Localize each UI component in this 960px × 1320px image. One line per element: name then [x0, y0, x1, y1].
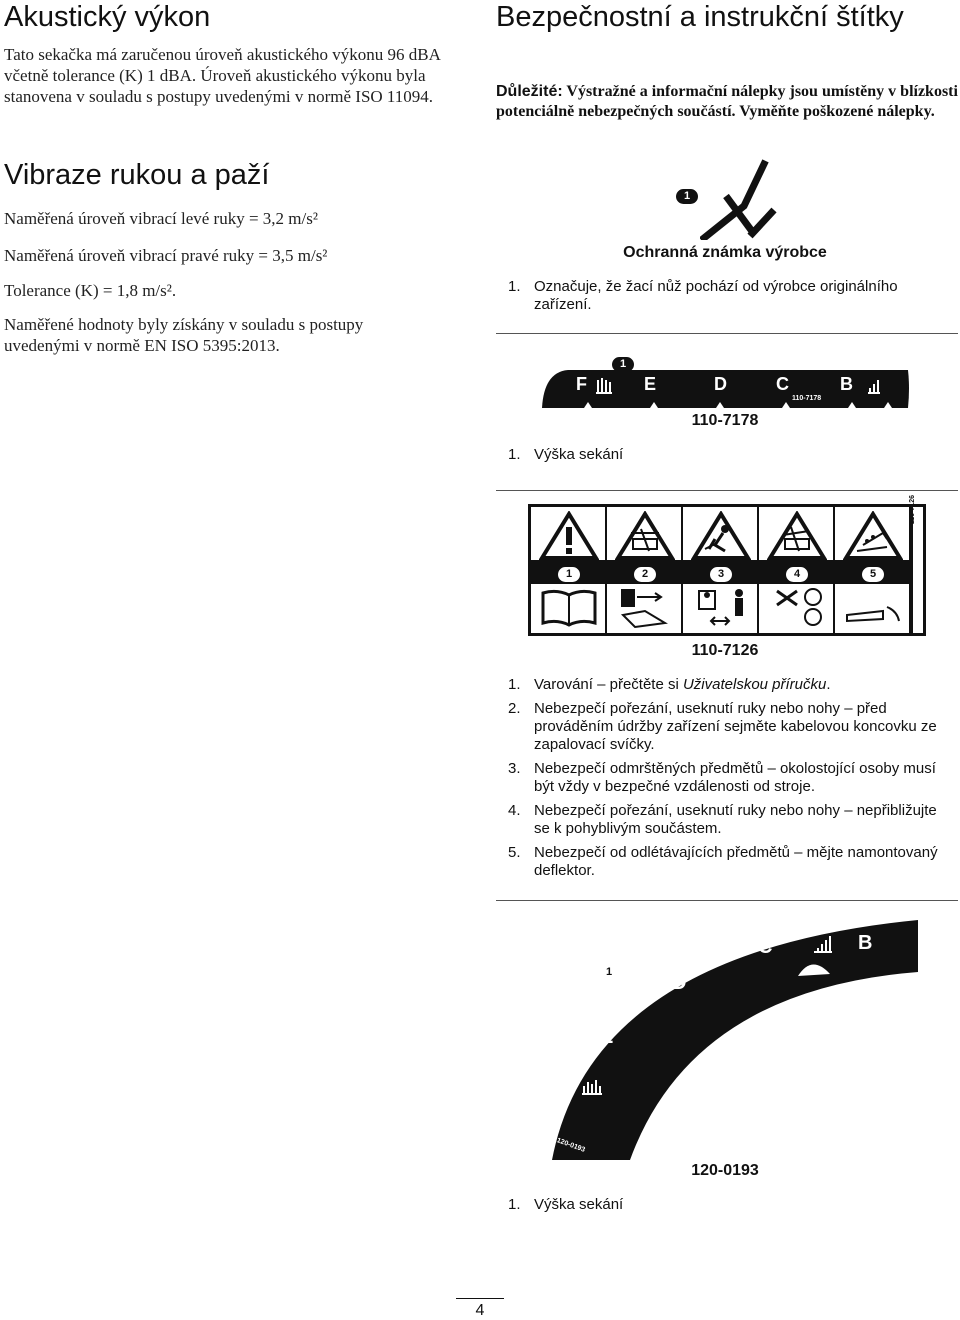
thrown-objects-triangle-icon [691, 511, 751, 561]
letter-f: F [576, 374, 587, 394]
list-item: 1. Označuje, že žací nůž pochází od výrobce originálního zařízení. [508, 278, 898, 313]
footer-rule [456, 1298, 504, 1299]
list-item: 1. Výška sekání [508, 1196, 624, 1213]
list-item: 2. Nebezpečí pořezání, useknutí ruky nebo nohy – před prováděním údržby zařízení sejměte kabelovou koncovku ze zapalovací svíčky. [508, 700, 937, 753]
list-item: 3. Nebezpečí odmrštěných předmětů – okolostojící osoby musí být vždy v bezpečné vzdálenosti od stroje. [508, 760, 936, 795]
safety-decal-7126 [528, 495, 926, 636]
moving-parts-rotation-icon [767, 585, 829, 629]
disconnect-spark-plug-icon [615, 585, 677, 629]
decal-7178-caption: 110-7178 [691, 412, 759, 429]
panel-number-1: 1 [531, 564, 607, 582]
decal-0193-caption: 120-0193 [691, 1162, 759, 1179]
deflector-icon [843, 585, 905, 629]
tolerance-text: Tolerance (K) = 1,8 m/s². [4, 281, 177, 300]
important-note [496, 82, 958, 122]
read-manual-icon [539, 587, 599, 629]
letter-c: C [776, 374, 789, 394]
decal-7178-callout: 1 [612, 354, 634, 372]
flying-objects-triangle-icon [843, 511, 903, 561]
decal-code-small: 120-0193 [555, 1137, 586, 1154]
heading-vibration: Vibraze rukou a paží [4, 159, 270, 191]
important-label: Důležité: [496, 83, 563, 100]
letter-e: E [600, 1026, 614, 1048]
letter-c: C [758, 936, 773, 958]
decal-7178-letters [538, 368, 912, 410]
heading-labels: Bezpečnostní a instrukční štítky [496, 1, 904, 33]
divider [496, 900, 958, 901]
decal-0193-items [508, 1196, 948, 1220]
keep-bystanders-away-icon [691, 585, 753, 629]
decal-7126-caption: 110-7126 [691, 642, 759, 659]
panel-number-3: 3 [683, 564, 759, 582]
vibration-note: Naměřené hodnoty byly získány v souladu s postupy uvedenými v normě EN ISO 5395:2013. [4, 315, 364, 355]
letter-d: D [672, 972, 687, 994]
mark-caption: Ochranná známka výrobce [623, 244, 827, 261]
left-hand-vibration: Naměřená úroveň vibrací levé ruky = 3,2 m/s² [4, 209, 318, 228]
panel-number-5: 5 [835, 564, 911, 582]
divider [496, 333, 958, 334]
list-item: 4. Nebezpečí pořezání, useknutí ruky nebo nohy – nepřibližujte se k pohyblivým součástem. [508, 802, 937, 837]
decal-0193-letters [532, 916, 922, 1166]
letter-d: D [714, 374, 727, 394]
letter-b: B [840, 374, 853, 394]
list-item: 5. Nebezpečí od odlétávajících předmětů – mějte namontovaný deflektor. [508, 844, 938, 879]
heading-acoustic: Akustický výkon [4, 1, 211, 33]
panel-number-4: 4 [759, 564, 835, 582]
panel-number-2: 2 [607, 564, 683, 582]
mark-items [508, 278, 948, 320]
cut-hazard-triangle-icon [615, 511, 675, 561]
decal-7178-items [508, 446, 948, 470]
page-number: 4 [475, 1302, 485, 1319]
mark-callout: 1 [676, 186, 698, 204]
letter-e: E [644, 374, 657, 394]
letter-f: F [554, 1096, 567, 1118]
cut-hazard-moving-parts-triangle-icon [767, 511, 827, 561]
letter-b: B [858, 932, 873, 954]
decal-0193-callout: 1 [598, 958, 620, 981]
right-hand-vibration: Naměřená úroveň vibrací pravé ruky = 3,5 m/s² [4, 246, 328, 265]
decal-code-small: 110-7178 [792, 395, 822, 402]
list-item: 1. Varování – přečtěte si Uživatelskou příručku. [508, 676, 831, 693]
manufacturer-mark-icon [700, 158, 778, 240]
acoustic-paragraph: Tato sekačka má zaručenou úroveň akustického výkonu 96 dBA včetně tolerance (K) 1 dBA. Úroveň akustického výkonu byla stanovena v souladu s postupy uvedenými v normě ISO 11094. [4, 45, 440, 106]
decal-7126-items [508, 676, 948, 886]
list-item: 1. Výška sekání [508, 446, 624, 463]
divider [496, 490, 958, 491]
side-code-cell: 110-7126 [911, 507, 925, 633]
warning-triangle-icon [539, 511, 599, 561]
important-text: Výstražné a informační nálepky jsou umístěny v blízkosti potenciálně nebezpečných součástí. Vyměňte poškozené nálepky. [496, 83, 958, 120]
